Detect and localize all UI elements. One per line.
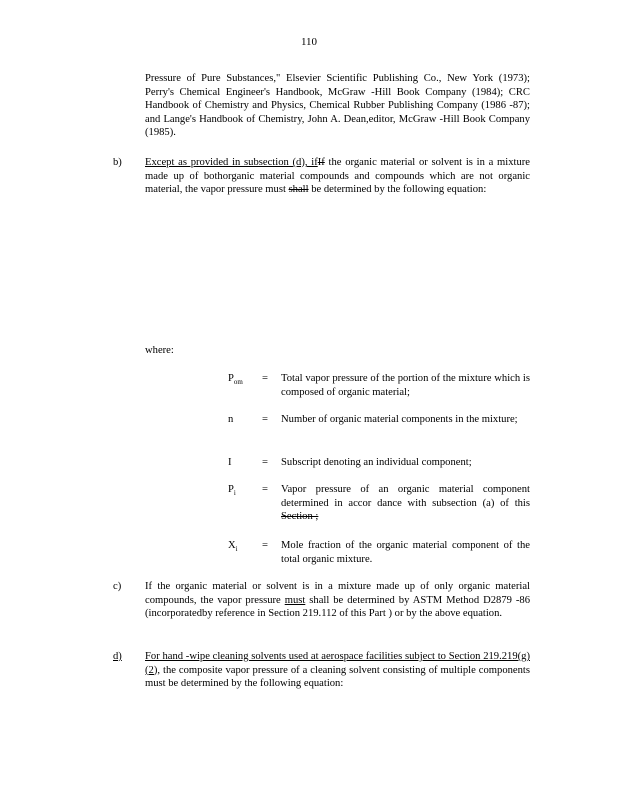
- inserted-text: Except as provided in subsection (d), if: [145, 157, 318, 168]
- definition-text: [281, 483, 530, 524]
- definition-symbol: [228, 372, 243, 386]
- definition-body: Mole fraction of the organic material component of the total organic mixture.: [281, 540, 530, 565]
- equals-sign: =: [262, 484, 268, 495]
- equals-sign: =: [262, 373, 268, 384]
- paragraph-label-c: c): [113, 581, 122, 592]
- symbol-letter: X: [228, 540, 236, 551]
- definition-text: [281, 372, 530, 399]
- definition-symbol: [228, 539, 238, 553]
- symbol-subscript: i: [233, 489, 236, 498]
- symbol-subscript: i: [235, 545, 238, 554]
- definition-symbol: [228, 456, 232, 470]
- definition-symbol: [228, 483, 236, 497]
- symbol-letter: n: [228, 414, 234, 425]
- symbol-letter: P: [228, 484, 234, 495]
- symbol-letter: I: [228, 457, 232, 468]
- symbol-subscript: om: [233, 378, 243, 387]
- paragraph-b: [145, 156, 530, 197]
- paragraph-text: the composite vapor pressure of a cleaning solvent consisting of multiple components must be determined by the following equation:: [145, 664, 530, 690]
- definition-text: [281, 539, 530, 566]
- paragraph-d: [145, 650, 530, 691]
- deleted-text: If: [317, 157, 325, 168]
- paragraph-text: the organic material or solvent is in a mixture made up of bothorganic material compounds and compounds which are not organic material, the vapor pressure must: [145, 157, 530, 196]
- equals-sign: =: [262, 540, 268, 551]
- inserted-text: For hand -wipe cleaning solvents used at aerospace facilities subject to Section 219.219(g)(2),: [145, 651, 530, 676]
- definition-symbol: [228, 413, 233, 427]
- page-number: 110: [300, 36, 318, 48]
- deleted-text: shall: [288, 184, 309, 196]
- definition-body: Number of organic material components in the mixture;: [281, 414, 518, 425]
- where-label: where:: [145, 345, 174, 356]
- definition-text: [281, 413, 530, 427]
- deleted-text: Section ;: [281, 511, 319, 523]
- symbol-letter: P: [228, 373, 234, 384]
- definition-body: Subscript denoting an individual component;: [281, 457, 472, 468]
- continuation-paragraph: Pressure of Pure Substances," Elsevier Scientific Publishing Co., New York (1973); Perry's Chemical Engineer's Handbook, McGraw -Hill Book Company (1984); CRC Handbook of Chemistry and Physics, Chemical Rubber Publishing Company (1986 -87); and Lange's Handbook of Chemistry, John A. Dean,editor, McGraw -Hill Book Company (1985).: [145, 73, 530, 139]
- definition-body: Total vapor pressure of the portion of the mixture which is composed of organic material;: [281, 373, 530, 398]
- inserted-text: must: [284, 594, 306, 606]
- paragraph-text: be determined by the following equation:: [308, 184, 487, 196]
- equals-sign: =: [262, 414, 268, 425]
- paragraph-text: If the organic material or solvent is in a mixture made up of only organic material compounds, the vapor pressure: [145, 581, 530, 606]
- definition-text: [281, 456, 530, 470]
- paragraph-label-d: d): [113, 651, 122, 662]
- paragraph-text: shall be determined by ASTM Method D2879 -86 (incorporatedby reference in Section 219.112 of this Part ) or by the above equation.: [145, 594, 531, 620]
- paragraph-label-b: b): [113, 157, 122, 168]
- equals-sign: =: [262, 457, 268, 468]
- definition-body: Vapor pressure of an organic material component determined in accor dance with subsection (a) of this: [281, 484, 530, 509]
- paragraph-c: [145, 580, 530, 621]
